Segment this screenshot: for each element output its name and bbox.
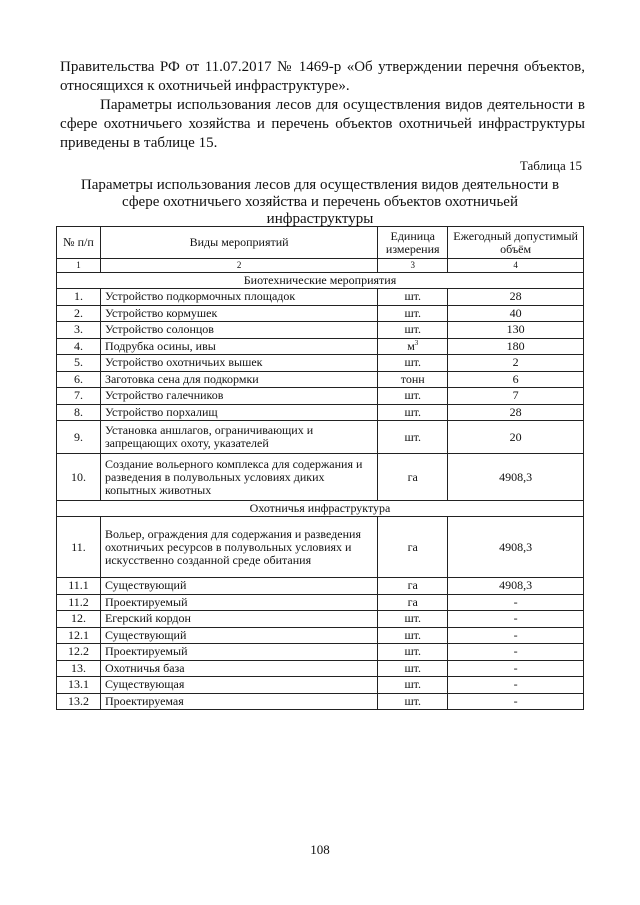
row-unit: шт. [378,322,448,339]
row-volume: - [448,611,584,628]
row-number: 13. [57,660,101,677]
table-row [57,454,584,501]
row-activity: Устройство порхалищ [100,404,377,421]
row-unit: шт. [378,421,448,454]
row-volume: 28 [448,289,584,306]
section-title-biotech: Биотехнические мероприятия [57,273,584,289]
row-activity: Устройство кормушек [100,305,377,322]
column-index-row [57,259,584,273]
row-activity: Устройство галечников [100,388,377,405]
table-row [57,338,584,355]
table-row [57,371,584,388]
row-volume: - [448,660,584,677]
biotech-rows [57,289,584,501]
row-unit: га [378,578,448,595]
intro-paragraph-1: Правительства РФ от 11.07.2017 № 1469-р «Об утверждении перечня объектов, относящихся к охотничьей инфраструктуре». [60,59,585,94]
table-row [57,404,584,421]
row-unit: шт. [378,289,448,306]
table-row [57,578,584,595]
table-row [57,644,584,661]
row-unit: шт. [378,644,448,661]
header-activity: Виды мероприятий [100,227,377,259]
column-index: 1 [57,259,101,273]
row-unit: га [378,454,448,501]
table-title: Параметры использования лесов для осуществления видов деятельности в сфере охотничьего хозяйства и перечень объектов охотничьей инфраструктуры [80,177,560,227]
section-row [57,501,584,517]
row-volume: 4908,3 [448,454,584,501]
table-row [57,611,584,628]
intro-paragraph-2: Параметры использования лесов для осуществления видов деятельности в сфере охотничьего хозяйства и перечень объектов охотничьей инфраструктуры приведены в таблице 15. [60,97,585,151]
row-activity: Проектируемый [100,594,377,611]
row-volume: 4908,3 [448,517,584,578]
row-volume: 40 [448,305,584,322]
column-index: 3 [378,259,448,273]
row-unit: $м^3$ [378,338,448,355]
row-number: 5. [57,355,101,372]
row-activity: Заготовка сена для подкормки [100,371,377,388]
row-activity: Устройство охотничьих вышек [100,355,377,372]
row-number: 11. [57,517,101,578]
row-volume: - [448,644,584,661]
table-row [57,660,584,677]
row-volume: 180 [448,338,584,355]
row-activity: Проектируемый [100,644,377,661]
table-row [57,289,584,306]
row-volume: - [448,627,584,644]
row-number: 2. [57,305,101,322]
row-activity: Егерский кордон [100,611,377,628]
header-volume: Ежегодный допустимый объём [448,227,584,259]
row-volume: 130 [448,322,584,339]
table-row [57,677,584,694]
row-number: 11.1 [57,578,101,595]
row-unit: шт. [378,404,448,421]
table-row [57,305,584,322]
row-volume: 2 [448,355,584,372]
row-volume: 7 [448,388,584,405]
row-number: 12.2 [57,644,101,661]
row-activity: Охотничья база [100,660,377,677]
table-row [57,594,584,611]
row-number: 13.2 [57,693,101,710]
page-number: 108 [310,842,330,857]
row-unit: шт. [378,660,448,677]
row-volume: - [448,594,584,611]
row-activity: Устройство солонцов [100,322,377,339]
row-number: 13.1 [57,677,101,694]
row-unit: шт. [378,693,448,710]
cubic-superscript: 3 [414,338,419,347]
row-activity: Существующий [100,627,377,644]
row-number: 1. [57,289,101,306]
activities-table [56,226,584,710]
table-row [57,693,584,710]
row-activity: Проектируемая [100,693,377,710]
row-activity: Вольер, ограждения для содержания и разведения охотничьих ресурсов в полувольных условиях и искусственно созданной среде обитания [100,517,377,578]
header-number: № п/п [57,227,101,259]
row-number: 12. [57,611,101,628]
row-number: 10. [57,454,101,501]
row-unit: га [378,517,448,578]
row-volume: 6 [448,371,584,388]
section-title-infrastructure: Охотничья инфраструктура [57,501,584,517]
row-unit: шт. [378,627,448,644]
row-number: 7. [57,388,101,405]
table-row [57,355,584,372]
column-index: 2 [100,259,377,273]
row-activity: Существующая [100,677,377,694]
table-row [57,421,584,454]
row-number: 11.2 [57,594,101,611]
row-activity: Устройство подкормочных площадок [100,289,377,306]
row-unit: тонн [378,371,448,388]
row-volume: 20 [448,421,584,454]
header-unit: Единица измерения [378,227,448,259]
row-activity: Существующий [100,578,377,595]
table-header-row [57,227,584,259]
table-row [57,517,584,578]
row-unit: шт. [378,677,448,694]
row-volume: 28 [448,404,584,421]
row-volume: - [448,693,584,710]
row-number: 3. [57,322,101,339]
table-label: Таблица 15 [519,158,582,173]
column-index: 4 [448,259,584,273]
row-volume: - [448,677,584,694]
row-volume: 4908,3 [448,578,584,595]
table-row [57,322,584,339]
row-number: 8. [57,404,101,421]
row-unit: га [378,594,448,611]
row-activity: Установка аншлагов, ограничивающих и запрещающих охоту, указателей [100,421,377,454]
row-number: 9. [57,421,101,454]
table-row [57,388,584,405]
section-row [57,273,584,289]
row-unit: шт. [378,388,448,405]
row-number: 6. [57,371,101,388]
row-unit: шт. [378,611,448,628]
row-activity: Подрубка осины, ивы [100,338,377,355]
row-number: 12.1 [57,627,101,644]
row-number: 4. [57,338,101,355]
table-row [57,627,584,644]
infrastructure-rows [57,517,584,710]
row-activity: Создание вольерного комплекса для содержания и разведения в полувольных условиях диких копытных животных [100,454,377,501]
row-unit: шт. [378,305,448,322]
row-unit: шт. [378,355,448,372]
